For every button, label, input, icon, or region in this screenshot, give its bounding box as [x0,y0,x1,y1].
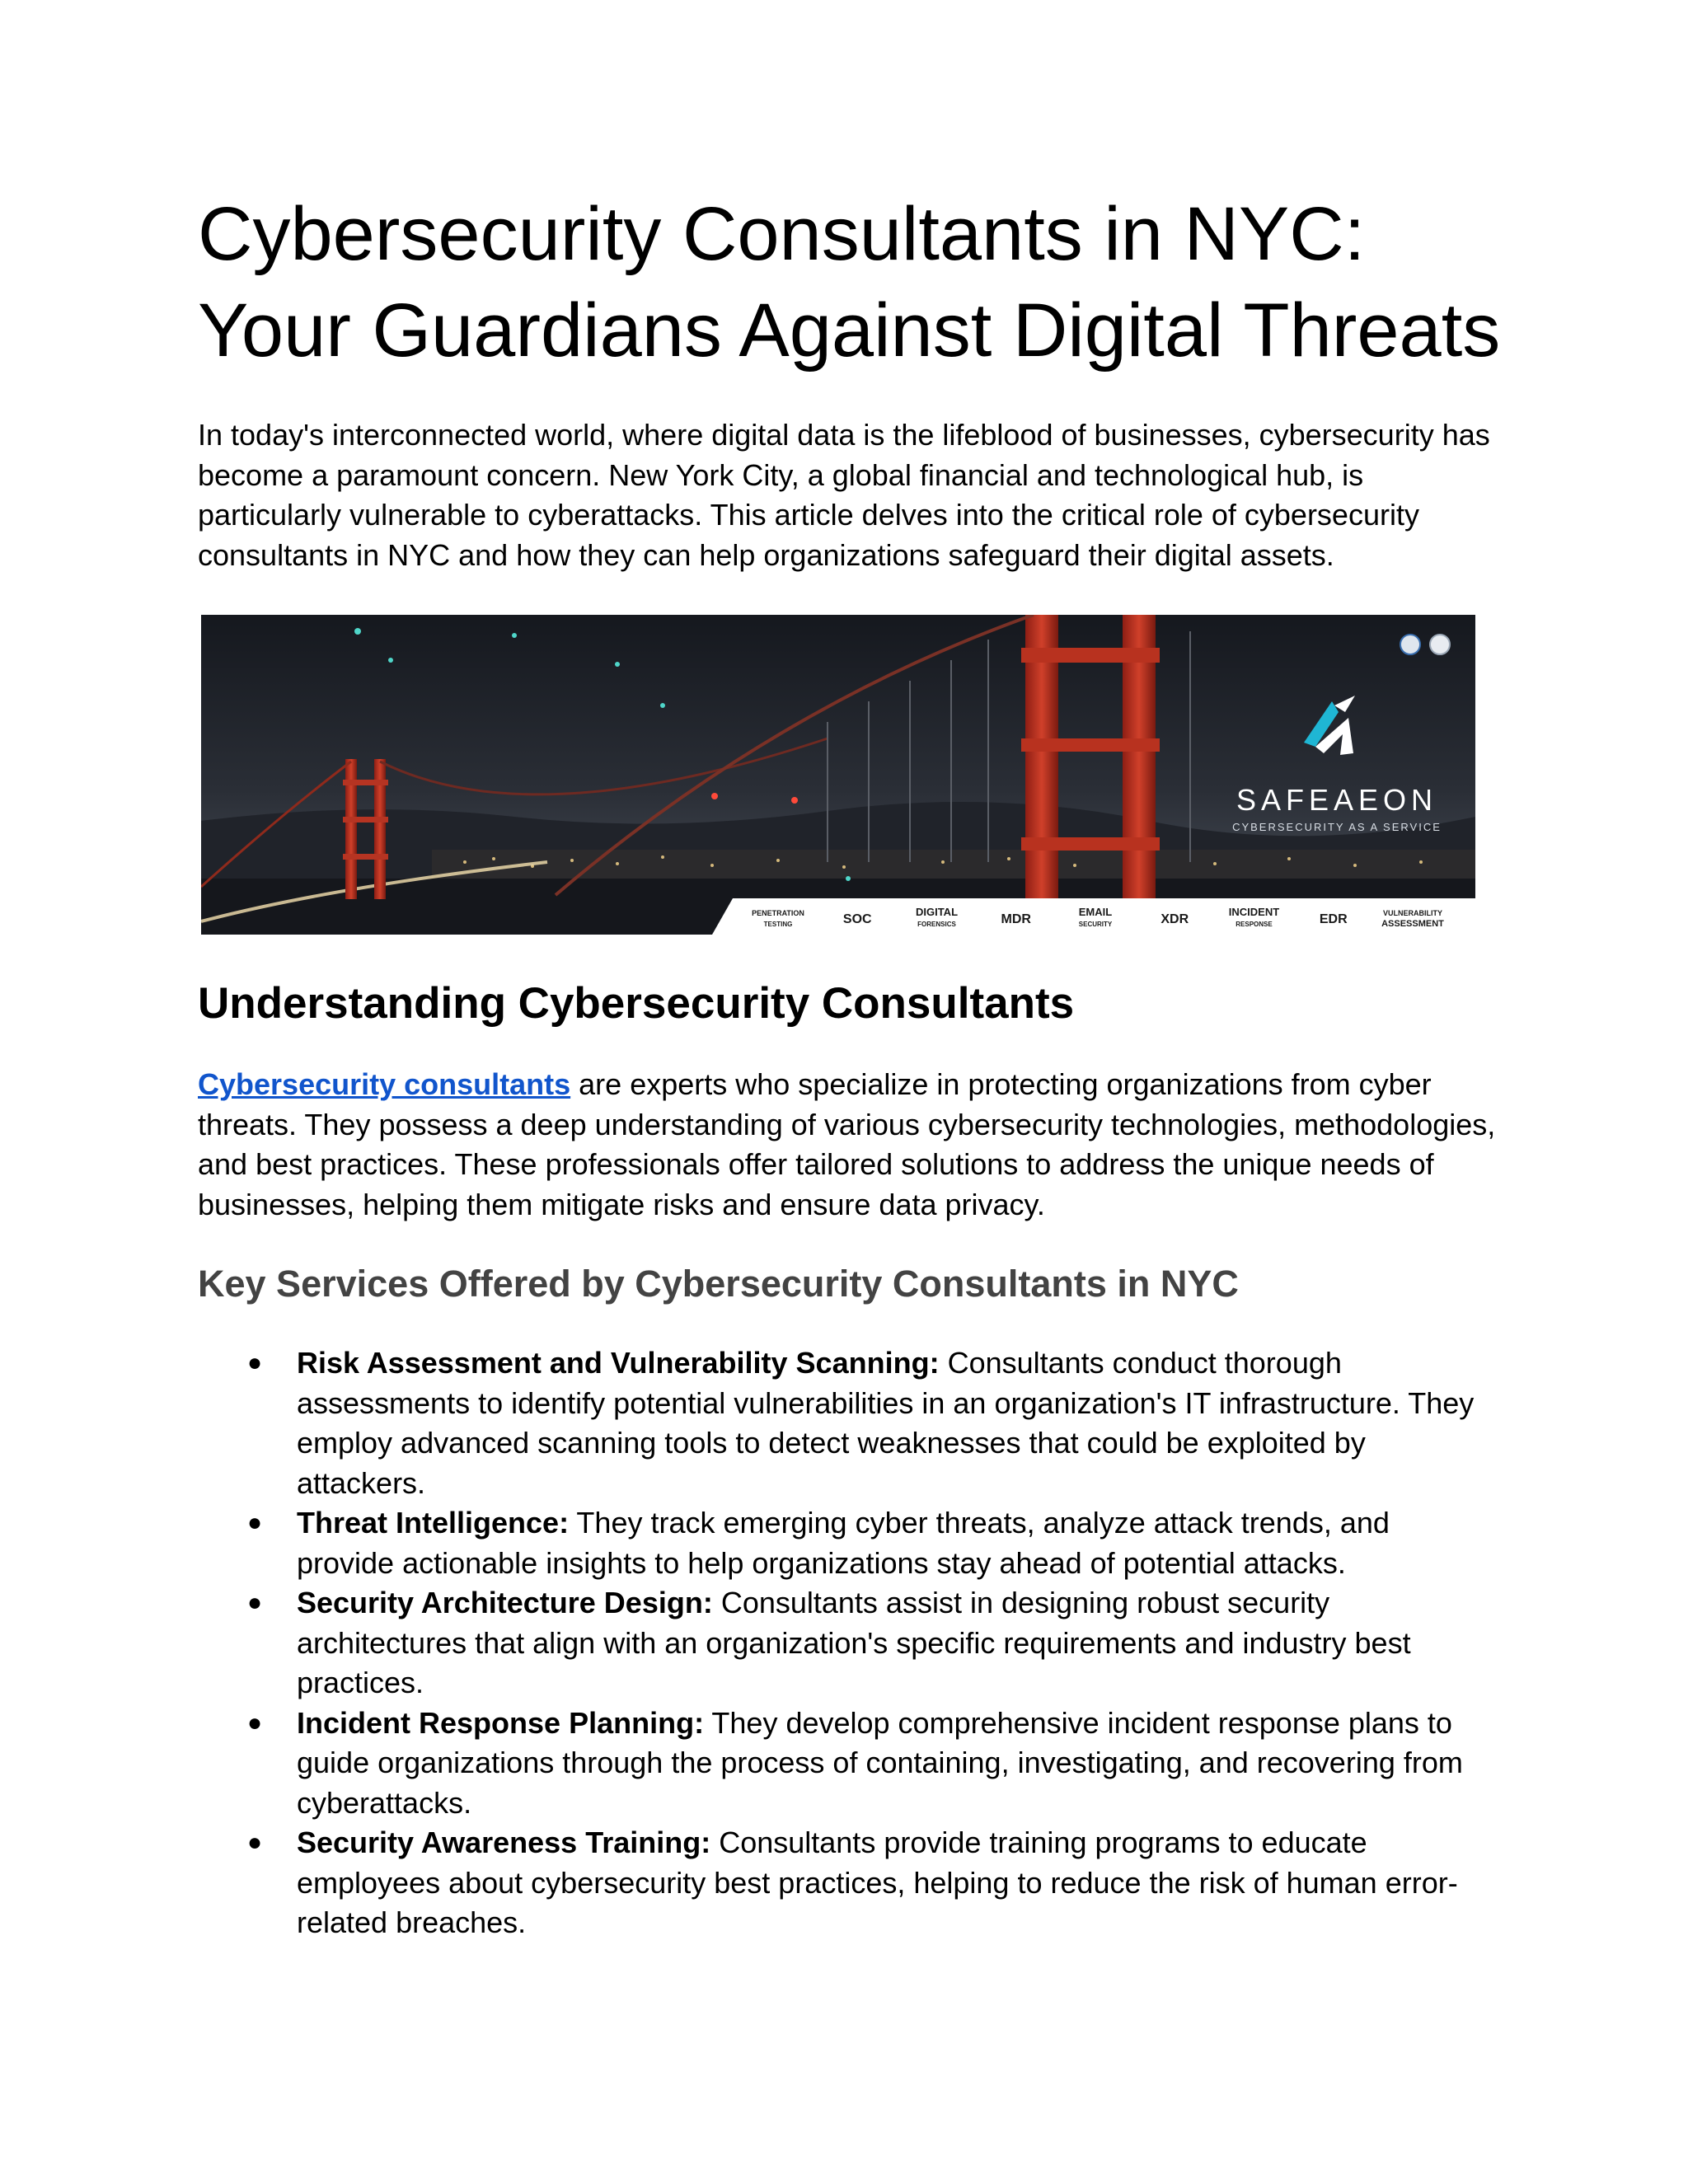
list-item-text: They track emerging cyber threats, analyze attack trends, and provide actionable insights to help organizations stay ahead of potential attacks. [297,1506,1390,1580]
bullet-icon: ● [247,1509,263,1536]
list-item-label: Risk Assessment and Vulnerability Scanning: [297,1346,940,1380]
banner-service-line1: INCIDENT [1228,906,1280,918]
intro-paragraph: In today's interconnected world, where digital data is the lifeblood of businesses, cybersecurity has become a paramount concern. New York City, a global financial and technological hub, is particularly vulnerable to cyberattacks. This article delves into the critical role of cybersecurity consultants in NYC and how they can help organizations safeguard their digital assets. [198,418,1490,572]
banner-service-line2: RESPONSE [1236,921,1273,928]
list-item-label: Incident Response Planning: [297,1705,705,1740]
list-item [198,1503,1484,1583]
list-item-text: Consultants conduct thorough assessments to identify potential vulnerabilities in an organization's IT infrastructure. They employ advanced scanning tools to detect weaknesses that could be exploited by attackers. [297,1346,1475,1500]
banner-service-label [1160,912,1189,926]
consultants-paragraph-text: are experts who specialize in protecting organizations from cyber threats. They possess a deep understanding of various cybersecurity technologies, methodologies, and best practices. These professionals offer tailored solutions to address the unique needs of businesses, helping them mitigate risks and ensure data privacy. [198,1067,1496,1221]
list-item-text: They develop comprehensive incident response plans to guide organizations through the process of containing, investigating, and recovering from cyberattacks. [297,1705,1463,1820]
cybersecurity-consultants-link[interactable]: Cybersecurity consultants [198,1067,571,1101]
consultants-paragraph [198,1065,1500,1225]
banner-service-line1: PENETRATION [752,909,804,917]
list-item-label: Threat Intelligence: [297,1506,570,1540]
compliance-badge-icon [1430,635,1450,654]
banner-service-line2: FORENSICS [917,921,956,928]
brand-name: SAFEAEON [1236,783,1438,817]
list-item [198,1343,1484,1503]
bullet-icon: ● [247,1829,263,1856]
banner-service-label [1320,912,1348,926]
certification-badge-icon [1400,635,1420,654]
banner-service-line1: MDR [1001,912,1031,926]
bullet-icon: ● [247,1349,263,1376]
banner-service-line1: EDR [1319,912,1348,926]
banner-service-label [1229,906,1279,928]
banner-service-label [1381,909,1444,929]
page-title: Cybersecurity Consultants in NYC: Your Guardians Against Digital Threats [198,192,1501,373]
section-heading: Understanding Cybersecurity Consultants [198,979,1075,1028]
key-services-heading: Key Services Offered by Cybersecurity Consultants in NYC [198,1263,1239,1305]
brand-tagline: CYBERSECURITY AS A SERVICE [1232,821,1442,833]
banner-service-line1: VULNERABILITY [1383,909,1442,917]
safeaeon-banner-image [201,615,1475,935]
banner-service-line1: EMAIL [1078,906,1113,918]
banner-service-label [843,912,872,926]
list-item-label: Security Awareness Training: [297,1825,711,1859]
banner-service-line2: ASSESSMENT [1381,919,1444,929]
banner-service-line1: DIGITAL [915,906,959,918]
list-item-text: Consultants assist in designing robust security architectures that align with an organization's specific requirements and industry best practices. [297,1586,1411,1699]
banner-service-label [1001,912,1032,926]
list-item [198,1704,1484,1824]
banner-service-line2: TESTING [763,921,793,928]
list-item-label: Security Architecture Design: [297,1586,713,1619]
banner-service-line2: SECURITY [1078,921,1113,928]
key-services-list [198,1343,1484,1943]
banner-service-label [916,906,958,928]
list-item [198,1823,1484,1943]
banner-service-line1: SOC [842,912,872,926]
banner-service-line1: XDR [1160,912,1189,926]
banner-service-label [1079,906,1113,928]
bullet-icon: ● [247,1708,263,1736]
list-item-text: Consultants provide training programs to educate employees about cybersecurity best practices, helping to reduce the risk of human error-related breaches. [297,1825,1458,1939]
list-item [198,1583,1484,1704]
bullet-icon: ● [247,1589,263,1616]
